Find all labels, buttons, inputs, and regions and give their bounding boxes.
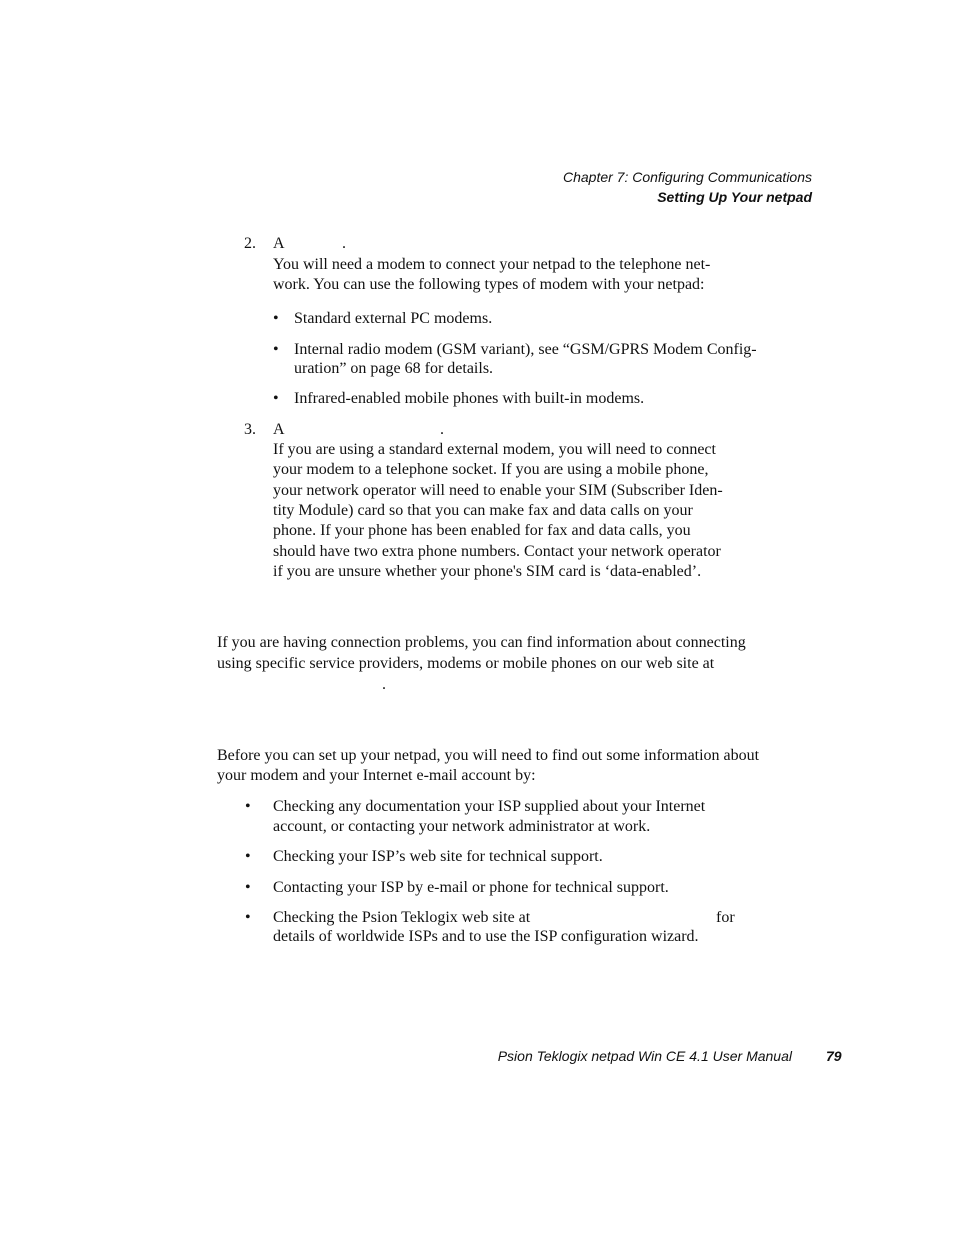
footer-manual-title: Psion Teklogix netpad Win CE 4.1 User Manual: [497, 1048, 792, 1064]
paragraph-line: your modem and your Internet e-mail account by:: [217, 767, 536, 784]
item-number: 2.: [244, 235, 256, 252]
paragraph-line: tity Module) card so that you can make fax and data calls on your: [273, 502, 693, 519]
bullet-marker: •: [273, 310, 279, 327]
bullet-text: Internal radio modem (GSM variant), see “GSM/GPRS Modem Config-: [294, 341, 757, 358]
item-lead: A: [273, 235, 285, 252]
paragraph-line: If you are having connection problems, you can find information about connecting: [217, 634, 746, 651]
item-lead-end: .: [440, 421, 444, 438]
bullet-marker: •: [245, 879, 251, 896]
bullet-marker: •: [245, 909, 251, 926]
bullet-text: details of worldwide ISPs and to use the ISP configuration wizard.: [273, 928, 699, 945]
paragraph-line: phone. If your phone has been enabled for fax and data calls, you: [273, 522, 691, 539]
paragraph-line: If you are using a standard external modem, you will need to connect: [273, 441, 716, 458]
bullet-marker: •: [273, 341, 279, 358]
paragraph-line: using specific service providers, modems or mobile phones on our web site at: [217, 655, 715, 672]
bullet-text-continuation: for: [716, 909, 735, 926]
item-lead: A: [273, 421, 285, 438]
item-lead-end: .: [342, 235, 346, 252]
bullet-text: Infrared-enabled mobile phones with built-in modems.: [294, 390, 645, 407]
bullet-marker: •: [245, 798, 251, 815]
running-header-section: Setting Up Your netpad: [657, 189, 812, 205]
paragraph-line: should have two extra phone numbers. Contact your network operator: [273, 543, 721, 560]
paragraph-line: your network operator will need to enable your SIM (Subscriber Iden-: [273, 482, 723, 499]
item-number: 3.: [244, 421, 256, 438]
paragraph-line: Before you can set up your netpad, you will need to find out some information about: [217, 747, 760, 764]
paragraph-line: You will need a modem to connect your netpad to the telephone net-: [273, 256, 711, 273]
running-header-chapter: Chapter 7: Configuring Communications: [562, 169, 812, 185]
bullet-text: Standard external PC modems.: [294, 310, 493, 327]
paragraph-line: work. You can use the following types of modem with your netpad:: [273, 276, 705, 293]
bullet-marker: •: [245, 848, 251, 865]
paragraph-line: your modem to a telephone socket. If you are using a mobile phone,: [273, 461, 709, 478]
bullet-text: account, or contacting your network administrator at work.: [273, 818, 651, 835]
paragraph-end-punctuation: .: [382, 676, 386, 693]
paragraph-line: if you are unsure whether your phone's SIM card is ‘data-enabled’.: [273, 563, 702, 580]
bullet-marker: •: [273, 390, 279, 407]
page-number: 79: [826, 1048, 842, 1064]
bullet-text: Checking any documentation your ISP supplied about your Internet: [273, 798, 706, 815]
bullet-text: Checking your ISP’s web site for technical support.: [273, 848, 603, 865]
bullet-text: Contacting your ISP by e-mail or phone for technical support.: [273, 879, 669, 896]
bullet-text: uration” on page 68 for details.: [294, 360, 494, 377]
bullet-text: Checking the Psion Teklogix web site at: [273, 909, 531, 926]
